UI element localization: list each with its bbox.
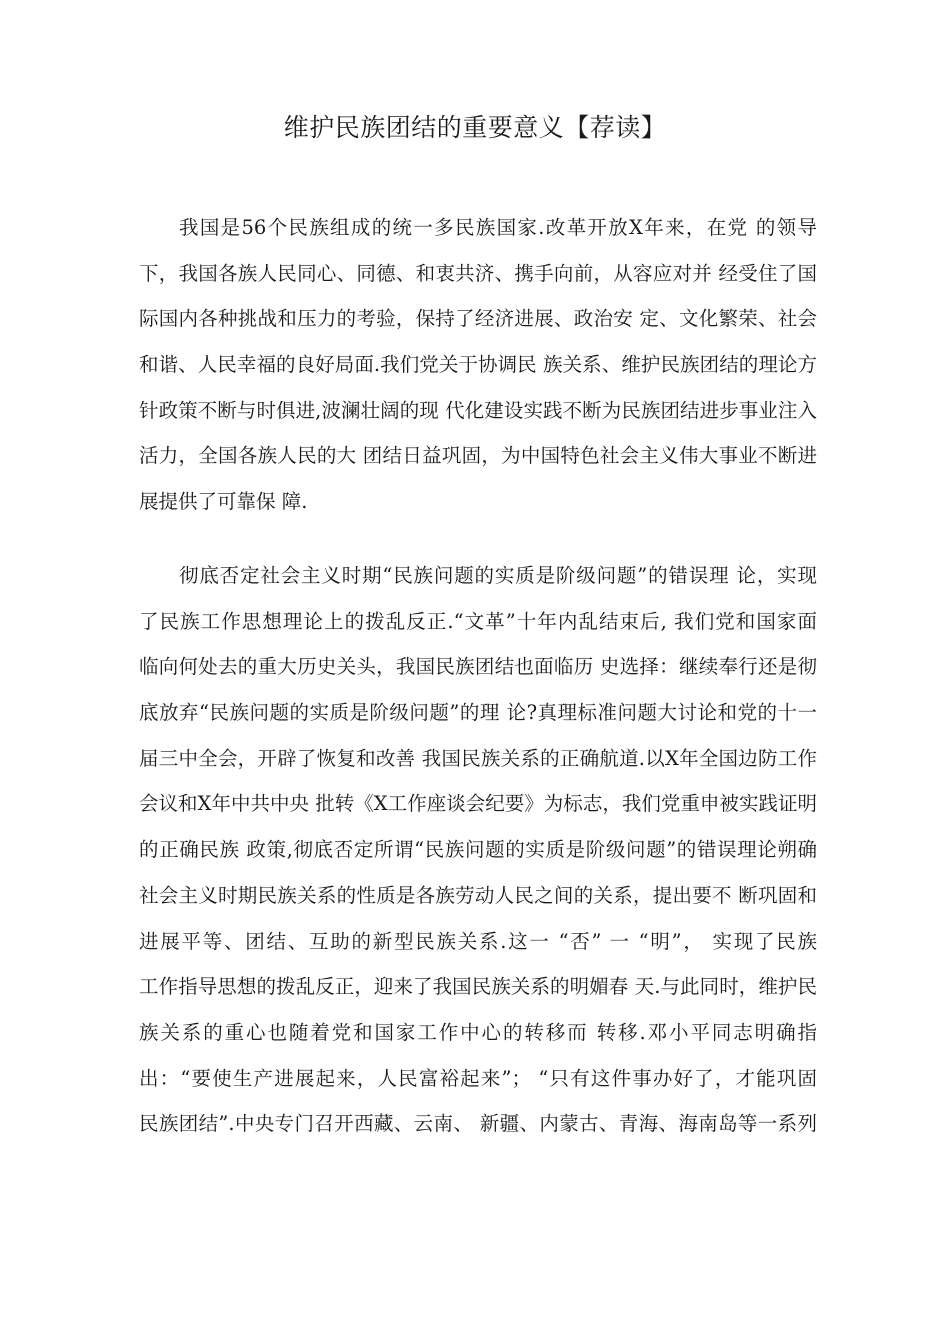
paragraph-line: 活力，全国各族人民的大 团结日益巩固，为中国特色社会主义伟大事业不断进 xyxy=(139,444,817,468)
paragraph-2 xyxy=(139,553,817,1147)
paragraph-line: 会议和X年中共中央 批转《X工作座谈会纪要》为标志，我们党重申被实践证明 xyxy=(139,792,817,816)
paragraph-line: 出：“要使生产进展起来，人民富裕起来”； “只有这件事办好了，才能巩固 xyxy=(139,1066,817,1090)
paragraph-line: 进展平等、团结、互助的新型民族关系.这一 “否” 一 “明”， 实现了民族 xyxy=(139,929,817,953)
paragraph-line: 下，我国各族人民同心、同德、和衷共济、携手向前，从容应对并 经受住了国 xyxy=(139,261,817,285)
paragraph-line: 彻底否定社会主义时期“民族问题的实质是阶级问题”的错误理 论，实现 xyxy=(179,564,817,587)
paragraph-line: 族关系的重心也随着党和国家工作中心的转移而 转移.邓小平同志明确指 xyxy=(139,1020,817,1044)
paragraph-line: 民族团结”.中央专门召开西藏、云南、 新疆、内蒙古、青海、海南岛等一系列 xyxy=(139,1112,817,1136)
paragraph-line: 临向何处去的重大历史关头，我国民族团结也面临历 史选择：继续奉行还是彻 xyxy=(139,655,817,679)
paragraph-line: 我国是56个民族组成的统一多民族国家.改革开放X年来，在党 的领导 xyxy=(179,216,817,239)
paragraph-line: 底放弃“民族问题的实质是阶级问题”的理 论?真理标准问题大讨论和党的十一 xyxy=(139,701,817,725)
paragraph-line: 工作指导思想的拨乱反正，迎来了我国民族关系的明媚春 天.与此同时，维护民 xyxy=(139,975,817,999)
paragraph-line: 的正确民族 政策,彻底否定所谓“民族问题的实质是阶级问题”的错误理论朔确 xyxy=(139,838,817,862)
paragraph-1 xyxy=(139,205,817,525)
paragraph-line: 和谐、人民幸福的良好局面.我们党关于协调民 族关系、维护民族团结的理论方 xyxy=(139,353,817,377)
document-title: 维护民族团结的重要意义【荐读】 xyxy=(283,113,667,142)
paragraph-line: 了民族工作思想理论上的拨乱反正.“文革”十年内乱结束后, 我们党和国家面 xyxy=(139,609,817,633)
paragraph-line: 社会主义时期民族关系的性质是各族劳动人民之间的关系，提出要不 断巩固和 xyxy=(139,883,817,907)
paragraph-line: 展提供了可靠保 障. xyxy=(139,490,308,514)
paragraph-line: 际国内各种挑战和压力的考验，保持了经济进展、政治安 定、文化繁荣、社会 xyxy=(139,307,817,331)
paragraph-line: 届三中全会，开辟了恢复和改善 我国民族关系的正确航道.以X年全国边防工作 xyxy=(139,746,817,770)
paragraph-line: 针政策不断与时俱进,波澜壮阔的现 代化建设实践不断为民族团结进步事业注入 xyxy=(139,398,817,422)
